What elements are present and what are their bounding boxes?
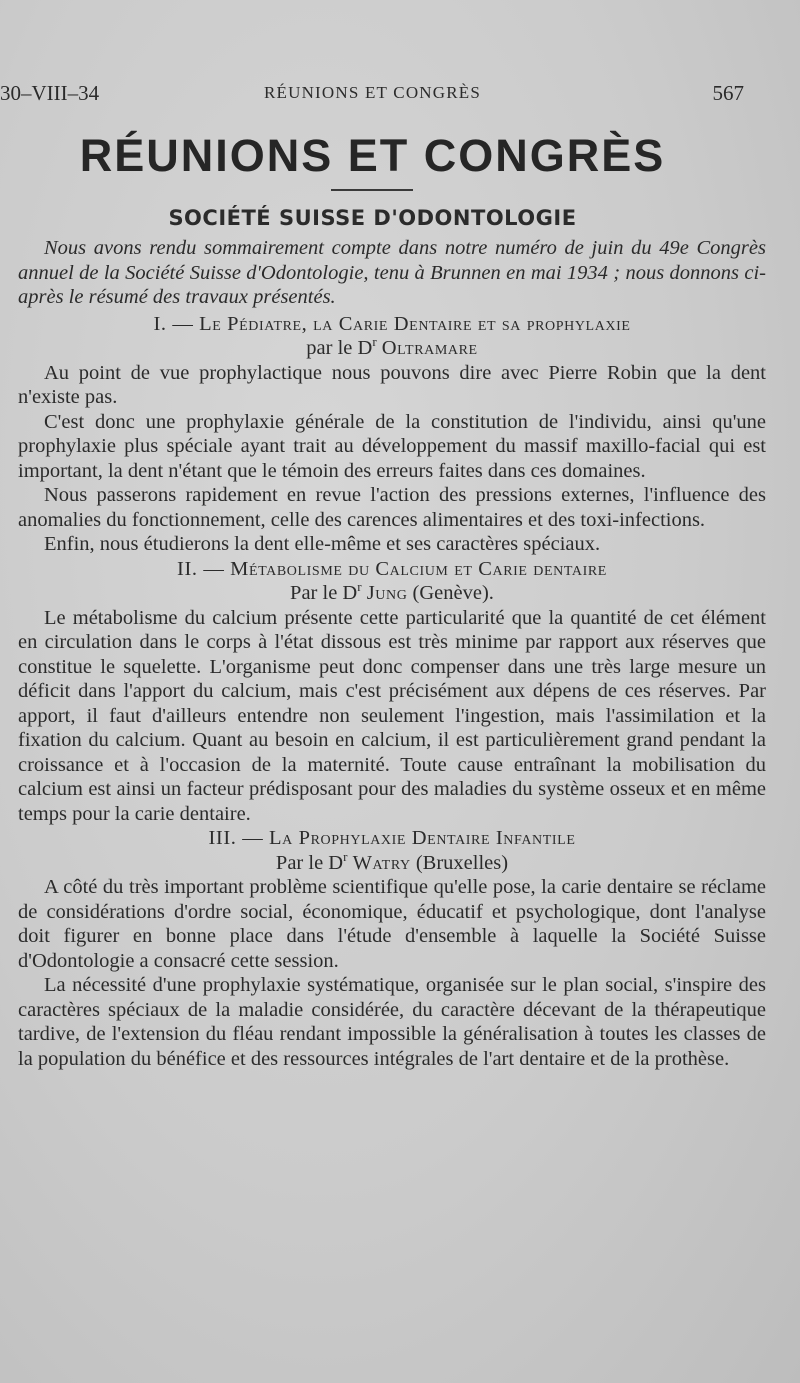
title-divider (331, 189, 413, 191)
issue-date: 30–VIII–34 (0, 81, 100, 105)
body-paragraph: A côté du très important problème scientifique qu'elle pose, la carie dentaire se réclame de considérations d'ordre social, économique, éducatif et psychologique, dont l'analyse doit figurer en bonne place dans l'étude d'ensemble à laquelle la Société Suisse d'Odontologie a consacré cette session. (18, 876, 766, 972)
body-paragraph: Nous passerons rapidement en revue l'action des pressions externes, l'influence des anomalies du fonctionnement, celle des carences alimentaires et des toxi-infections. (18, 484, 766, 531)
section-byline (18, 848, 766, 876)
body-paragraph: C'est donc une prophylaxie générale de la constitution de l'individu, ainsi qu'une prophylaxie plus spéciale ayant trait au développement du massif maxillo-facial qui est important, la dent n'étant que le témoin des erreurs faites dans ces domaines. (18, 410, 766, 482)
author-name: Watry (352, 851, 411, 874)
body-paragraph: Enfin, nous étudierons la dent elle-même et ses caractères spéciaux. (44, 533, 601, 555)
page-title: RÉUNIONS ET CONGRÈS (79, 130, 666, 181)
byline-suffix: (Bruxelles) (410, 851, 509, 874)
page-number: 567 (712, 81, 744, 105)
society-subtitle: SOCIÉTÉ SUISSE D'ODONTOLOGIE (168, 206, 577, 230)
byline-prefix: Par le D (275, 851, 344, 874)
byline-sup: r (372, 334, 377, 350)
intro-paragraph: Nous avons rendu sommairement compte dans notre numéro de juin du 49e Congrès annuel de la Société Suisse d'Odontologie, tenu à Brunnen en mai 1934 ; nous donnons ci-après le résumé des travaux présentés. (18, 237, 766, 308)
section-byline (18, 581, 766, 606)
running-head (0, 78, 800, 108)
byline-prefix: Par le D (290, 582, 358, 604)
byline-suffix: (Genève). (407, 582, 494, 604)
section-heading: III. — La Prophylaxie Dentaire Infantile (208, 827, 576, 849)
section-byline (18, 336, 766, 361)
body-paragraph: La nécessité d'une prophylaxie systématique, organisée sur le plan social, s'inspire des caractères spéciaux de la maladie considérée, du caractère décevant de la thérapeutique tardive, de l'extension du fléau rendant impossible la généralisation à toutes les classes de la population du bénéfice et des ressources intégrales de l'art dentaire et de la prothèse. (18, 974, 766, 1070)
section-heading: I. — Le Pédiatre, la Carie Dentaire et sa prophylaxie (153, 312, 631, 335)
byline-sup: r (343, 848, 348, 864)
author-name: Oltramare (381, 337, 478, 359)
byline-prefix: par le D (306, 337, 373, 359)
article-body (18, 236, 766, 1071)
section-heading: II. — Métabolisme du Calcium et Carie dentaire (177, 557, 607, 580)
body-paragraph: Au point de vue prophylactique nous pouvons dire avec Pierre Robin que la dent n'existe pas. (18, 361, 766, 408)
body-paragraph: Le métabolisme du calcium présente cette particularité que la quantité de cet élément en circulation dans le corps à l'état dissous est très minime par rapport aux réserves que constitue le squelette. L'organisme peut donc compenser dans une très large mesure un déficit dans l'apport du calcium, mais c'est précisément aux dépens de ces réserves. Par apport, il faut d'ailleurs entendre non seulement l'ingestion, mais l'assimilation et la fixation du calcium. Quant au besoin en calcium, il est particulièrement grand pendant la croissance et à l'occasion de la maternité. Toute cause entraînant la mobilisation du calcium est ainsi un facteur prédisposant pour des maladies du système osseux et en même temps pour la carie dentaire. (18, 606, 766, 825)
author-name: Jung (366, 582, 408, 604)
byline-sup: r (357, 579, 362, 595)
running-title: RÉUNIONS ET CONGRÈS (263, 83, 482, 102)
